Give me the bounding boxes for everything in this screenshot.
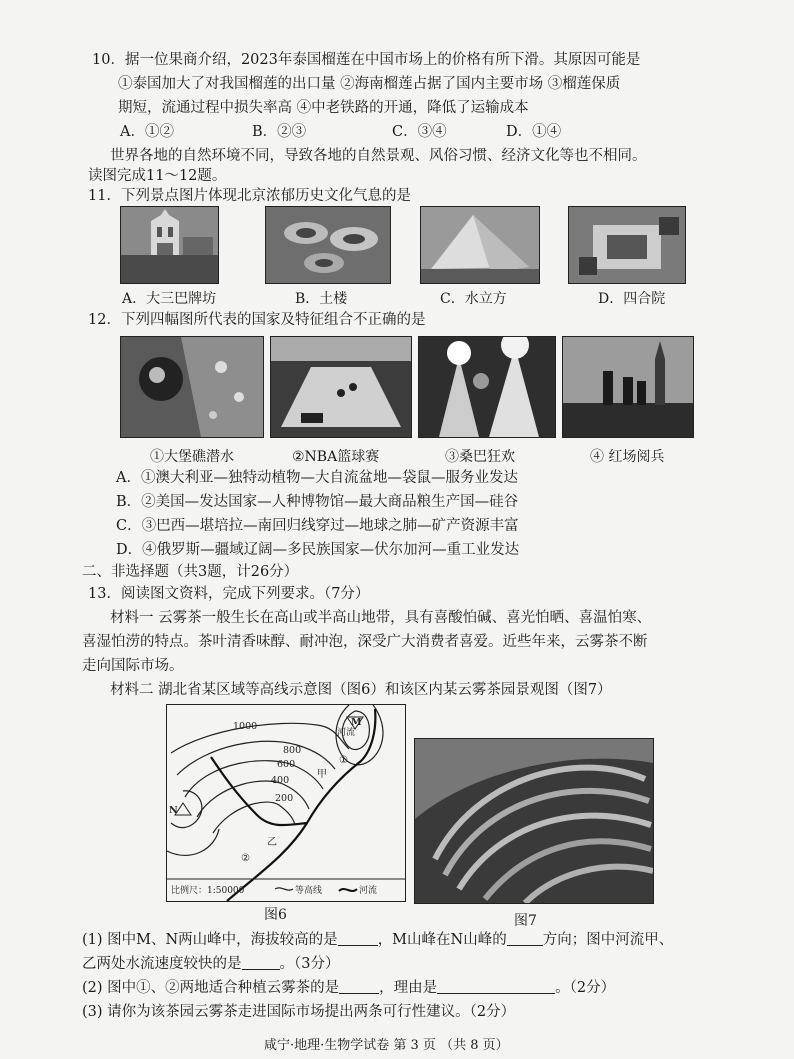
q12-option-c: C．③巴西—堪培拉—南回归线穿过—地球之肺—矿产资源丰富 bbox=[116, 518, 519, 534]
photo-siheyuan bbox=[568, 206, 686, 284]
q13-part1-text-c: 方向；图中河流甲、 bbox=[542, 932, 674, 948]
q13-part1-line1 bbox=[82, 930, 673, 950]
photo-ruins-of-st-paul bbox=[120, 206, 219, 284]
section2-title: 二、非选择题（共3题，计26分） bbox=[82, 564, 299, 580]
legend-contour: 等高线 bbox=[295, 886, 323, 896]
q10-stem-line3: 期短，流通过程中损失率高 ④中老铁路的开通，降低了运输成本 bbox=[118, 100, 529, 116]
q13-stem: 13．阅读图文资料，完成下列要求。（7分） bbox=[88, 586, 370, 602]
q10-stem-line2: ①泰国加大了对我国榴莲的出口量 ②海南榴莲占据了国内主要市场 ③榴莲保质 bbox=[118, 76, 621, 92]
q11-option-c: C．水立方 bbox=[440, 291, 507, 307]
q10-option-a: A．①② bbox=[120, 124, 174, 140]
q12-caption-2: ②NBA篮球赛 bbox=[292, 449, 380, 465]
photo-tea-garden bbox=[414, 738, 654, 904]
q13-material1-line1: 材料一 云雾茶一般生长在高山或半高山地带，具有喜酸怕碱、喜光怕晒、喜温怕寒、 bbox=[110, 610, 652, 626]
intro-line1: 世界各地的自然环境不同，导致各地的自然景观、风俗习惯、经济文化等也不相同。 bbox=[110, 148, 647, 164]
q13-part2-text-c: 。（2分） bbox=[555, 980, 616, 996]
q10-option-b: B．②③ bbox=[252, 124, 307, 140]
q12-option-d: D．④俄罗斯—疆域辽阔—多民族国家—伏尔加河—重工业发达 bbox=[116, 542, 520, 558]
q11-option-d: D．四合院 bbox=[598, 291, 666, 307]
q13-part1-text-b: ，M山峰在N山峰的 bbox=[377, 932, 507, 948]
photo-red-square-parade bbox=[562, 336, 694, 438]
photo-water-cube bbox=[420, 206, 540, 284]
q12-option-a: A．①澳大利亚—独特动植物—大自流盆地—袋鼠—服务业发达 bbox=[116, 470, 518, 486]
q13-part1-text-e: 。（3分） bbox=[279, 956, 340, 972]
q13-part2-blank-1[interactable] bbox=[339, 979, 379, 994]
q13-part1-blank-3[interactable] bbox=[242, 955, 280, 970]
q12-caption-1: ①大堡礁潜水 bbox=[150, 449, 234, 465]
contour-label-200: 200 bbox=[275, 793, 294, 804]
site-2-label: ② bbox=[241, 853, 250, 864]
q12-caption-4: ④ 红场阅兵 bbox=[590, 449, 665, 465]
q12-caption-3: ③桑巴狂欢 bbox=[445, 449, 515, 465]
q13-material2: 材料二 湖北省某区域等高线示意图（图6）和该区内某云雾茶园景观图（图7） bbox=[110, 682, 612, 698]
q13-part2-text-a: (2) 图中①、②两地适合种植云雾茶的是 bbox=[82, 980, 340, 996]
q13-part2-line bbox=[82, 978, 615, 998]
contour-label-600: 600 bbox=[277, 759, 296, 770]
contour-label-800: 800 bbox=[283, 745, 302, 756]
q10-stem-line1: 10．据一位果商介绍，2023年泰国榴莲在中国市场上的价格有所下滑。其原因可能是 bbox=[92, 52, 641, 68]
river-label: 河流 bbox=[337, 728, 356, 738]
q13-part1-text-a: (1) 图中M、N两山峰中，海拔较高的是 bbox=[82, 932, 338, 948]
q13-part2-text-b: ，理由是 bbox=[379, 980, 438, 996]
q11-option-a: A．大三巴牌坊 bbox=[122, 291, 217, 307]
q11-option-b: B．土楼 bbox=[295, 291, 348, 307]
contour-map bbox=[166, 704, 406, 902]
contour-label-400: 400 bbox=[271, 775, 290, 786]
photo-great-barrier-reef bbox=[120, 336, 264, 438]
legend-scale: 比例尺：1:50000 bbox=[171, 886, 245, 896]
q12-option-b: B．②美国—发达国家—人种博物馆—最大商品粮生产国—硅谷 bbox=[116, 494, 519, 510]
figure6-caption: 图6 bbox=[264, 907, 287, 923]
q10-option-d: D．①④ bbox=[506, 124, 562, 140]
q11-stem: 11．下列景点图片体现北京浓郁历史文化气息的是 bbox=[88, 188, 411, 204]
site-1-label: ① bbox=[339, 755, 348, 766]
q13-part1-line2 bbox=[82, 954, 339, 974]
figure7-caption: 图7 bbox=[514, 913, 537, 929]
legend-river: 河流 bbox=[359, 886, 378, 896]
q10-option-c: C．③④ bbox=[392, 124, 447, 140]
q13-part1-blank-1[interactable] bbox=[338, 931, 378, 946]
photo-samba-carnival bbox=[418, 336, 556, 438]
q13-part2-blank-2[interactable] bbox=[437, 979, 555, 994]
q12-stem: 12．下列四幅图所代表的国家及特征组合不正确的是 bbox=[88, 312, 426, 328]
contour-map-svg bbox=[167, 705, 405, 901]
page-footer: 咸宁·地理·生物学试卷 第 3 页 （共 8 页） bbox=[264, 1038, 509, 1053]
q13-material1-line2: 喜湿怕涝的特点。茶叶清香味醇、耐冲泡，深受广大消费者喜爱。近些年来，云雾茶不断 bbox=[82, 634, 648, 650]
contour-label-1000: 1000 bbox=[233, 721, 258, 732]
river-yi-label: 乙 bbox=[267, 837, 277, 848]
q13-material1-line3: 走向国际市场。 bbox=[82, 658, 184, 674]
peak-m-label: M bbox=[351, 717, 362, 728]
photo-tulou bbox=[265, 206, 391, 284]
photo-nba-game bbox=[270, 336, 412, 438]
intro-line2: 读图完成11～12题。 bbox=[88, 168, 227, 184]
q13-part3-line: (3) 请你为该茶园云雾茶走进国际市场提出两条可行性建议。（2分） bbox=[82, 1004, 516, 1020]
q13-part1-text-d: 乙两处水流速度较快的是 bbox=[82, 956, 242, 972]
peak-n-label: N bbox=[169, 805, 178, 816]
river-jia-label: 甲 bbox=[317, 769, 327, 780]
q13-part1-blank-2[interactable] bbox=[507, 931, 543, 946]
